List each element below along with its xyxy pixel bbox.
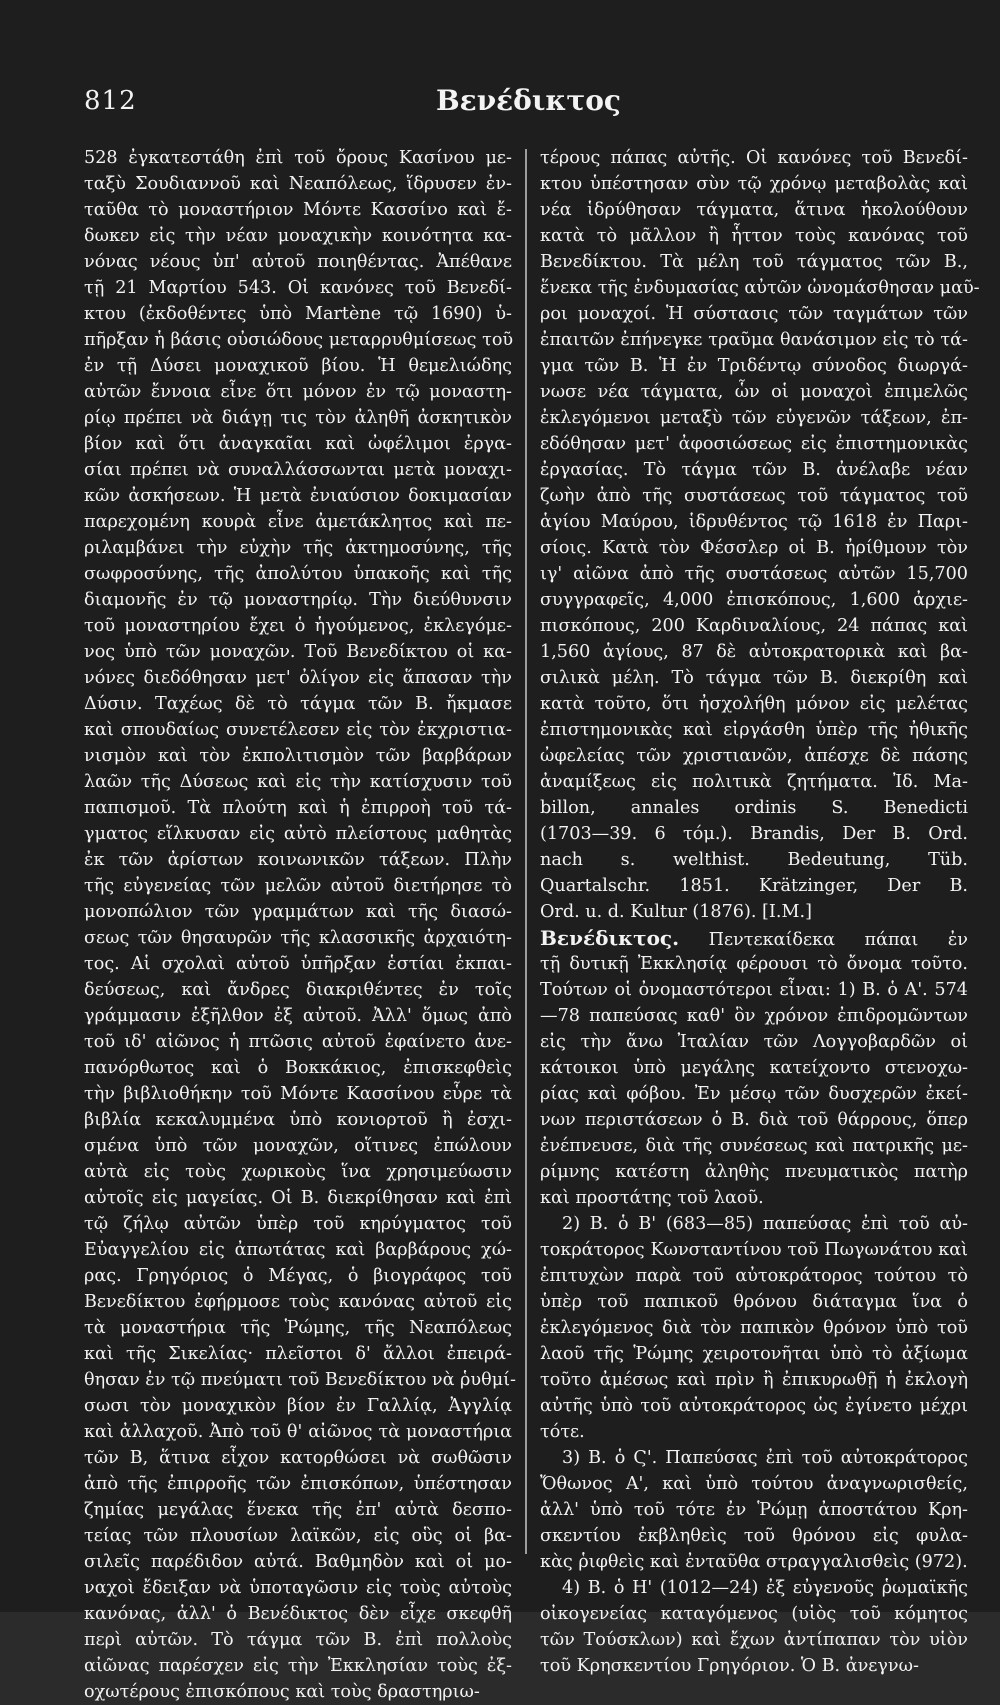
text-line: Εὐαγγελίου εἰς ἀπωτάτας καὶ βαρβάρους χώ- [84,1240,512,1260]
text-line: τοῦ ιδ' αἰῶνος ἡ πτῶσις αὐτοῦ ἐφαίνετο ἀνε- [84,1032,512,1052]
text-line: καὶ σπουδαίως συνετέλεσεν εἰς τὸν ἐκχριστια- [84,720,512,740]
text-line: τῶν Τούσκλων) καὶ ἔχων ἀντίπαπαν τὸν υἱὸν [540,1630,968,1650]
text-line: ρίμνης κατέστη ἀληθὴς πνευματικὸς πατὴρ [540,1162,968,1182]
text-line: νος ὑπὸ τῶν μοναχῶν. Τοῦ Βενεδίκτου οἱ κα- [84,642,512,662]
text-line: τοκράτορος Κωνσταντίνου τοῦ Πωγωνάτου καὶ [540,1240,968,1260]
text-line: ἐπιστημονικὰς καὶ εἰργάσθη ὑπὲρ τῆς ἠθικῆς [540,720,968,740]
text-line: γράμμασιν ἐξῆλθον ἐξ αὐτοῦ. Ἀλλ' ὅμως ἀπὸ [84,1006,512,1026]
text-line: αὐτοῖς εἰς μαγείας. Οἱ Β. διεκρίθησαν καὶ ἐπὶ [84,1188,512,1208]
text-line: τέρους πάπας αὐτῆς. Οἱ κανόνες τοῦ Βενεδί- [540,148,968,168]
text-line: σίοις. Κατὰ τὸν Φέσσλερ οἱ Β. ἠρίθμουν τὸν [540,538,968,558]
text-line: Ὄθωνος Α', καὶ ὑπὸ τούτου ἀναγνωρισθείς, [540,1474,968,1494]
text-line: γματος εἵλκυσαν εἰς αὐτὸ πλείστους μαθητὰς [84,824,512,844]
text-line: εδόθησαν μετ' ἀφοσιώσεως εἰς ἐπιστημονικὰς [540,434,968,454]
text-line: σιλικὰ μέλη. Τὸ τάγμα τῶν Β. διεκρίθη καὶ [540,668,968,688]
text-line: ἕνεκα τῆς ἐνδυμασίας αὐτῶν ὠνομάσθησαν μαῦ- [540,278,980,298]
text-line: κατὰ τὸ μᾶλλον ἢ ἧττον τοὺς κανόνας τοῦ [540,226,968,246]
text-line: Τούτων οἱ ὀνομαστότεροι εἶναι: 1) Β. ὁ Α'. 574 [540,980,968,1000]
text-line: ἀναμίξεως εἰς πολιτικὰ ζητήματα. Ἰδ. Ma- [540,772,968,792]
text-line: τοῦ μοναστηρίου ἔχει ὁ ἡγούμενος, ἐκλεγόμε- [84,616,512,636]
text-line: αἰῶνας παρέσχεν εἰς τὴν Ἐκκλησίαν τοὺς ἐξ- [84,1656,512,1676]
left-column [84,145,516,1702]
text-line: ταῦθα τὸ μοναστήριον Μόντε Κασσίνο καὶ ἔ- [84,200,512,220]
right-column [540,145,980,1676]
text-line: ἐπιτυχὼν παρὰ τοῦ αὐτοκράτορος τούτου τὸ [540,1266,968,1286]
text-line: λαοῦ τῆς Ῥώμης χειροτονῆται ὑπὸ τὸ ἀξίωμα [540,1344,968,1364]
text-line: τοῦτο ἀμέσως καὶ πρὶν ἢ ἐπικυρωθῇ ἡ ἐκλογὴ [540,1370,968,1390]
text-line: αὐτῶν ἔννοια εἶνε ὅτι μόνον ἐν τῷ μοναστη- [84,382,512,402]
text-line: ρίας καὶ φόβου. Ἐν μέσῳ τῶν δυσχερῶν ἐκεί- [540,1084,968,1104]
text-line: τὰ μοναστήρια τῆς Ῥώμης, τῆς Νεαπόλεως [84,1318,512,1338]
text-line: οχωτέρους ἐπισκόπους καὶ τοὺς δραστηριω- [84,1682,480,1702]
text-line: γμα τῶν Β. Ἡ ἐν Τριδέντῳ σύνοδος διωργά- [540,356,968,376]
text-line: ἁγίου Μαύρου, ἱδρυθέντος τῷ 1618 ἐν Παρι- [540,512,968,532]
text-line: νέα ἱδρύθησαν τάγματα, ἅτινα ἠκολούθουν [540,200,968,220]
text-line: ιγ' αἰῶνα ἀπὸ τῆς συστάσεως αὐτῶν 15,700 [540,564,968,584]
text-line: καὶ προστάτης τοῦ λαοῦ. [540,1188,764,1208]
text-line: καὶ ἀλλαχοῦ. Ἀπὸ τοῦ θ' αἰῶνος τὰ μοναστήρια [84,1422,512,1442]
text-line: τῷ ζήλῳ αὐτῶν ὑπὲρ τοῦ κηρύγματος τοῦ [84,1214,512,1234]
text-line: κὰς ῥιφθεὶς καὶ ἐνταῦθα στραγγαλισθεὶς (972). [540,1552,968,1572]
text-line: ναχοὶ ἔδειξαν νὰ ὑποταγῶσιν εἰς τοὺς αὐτοὺς [84,1578,512,1598]
column-divider [525,149,527,1554]
text-line: ταξὺ Σουδιαννοῦ καὶ Νεαπόλεως, ἵδρυσεν ἐν- [84,174,512,194]
text-line: ἀπὸ τῆς ἐπιρροῆς τῶν ἐπισκόπων, ὑπέστησαν [84,1474,512,1494]
text-line: ἐκλεγόμενοι μεταξὺ τῶν εὐγενῶν τάξεων, ἐπ- [540,408,968,428]
text-line: billon, annales ordinis S. Benedicti [540,798,968,818]
text-line: ἀλλ' ὑπὸ τοῦ τότε ἐν Ῥώμῃ ἀποστάτου Κρη- [540,1500,968,1520]
text-line: θησαν ἐν τῷ πνεύματι τοῦ Βενεδίκτου νὰ ῥυθμί- [84,1370,516,1390]
text-line: οἰκογενείας καταγόμενος (υἱὸς τοῦ κόμητος [540,1604,968,1624]
text-line: τῇ 21 Μαρτίου 543. Οἱ κανόνες τοῦ Βενεδί- [84,278,512,298]
text-line: λαῶν τῆς Δύσεως καὶ εἰς τὴν κατίσχυσιν τοῦ [84,772,512,792]
text-line: (1703—39. 6 τόμ.). Brandis, Der B. Ord. [540,824,968,844]
text-line: τείας τῶν πλουσίων λαϊκῶν, εἰς οὓς οἱ βα- [84,1526,512,1546]
text-line: νόνας νέους ὑπ' αὐτοῦ ποιηθέντας. Ἀπέθανε [84,252,512,272]
text-line: διαμονῆς ἐν τῷ μοναστηρίῳ. Τὴν διεύθυνσιν [84,590,512,610]
text-line: πῆρξαν ἡ βάσις οὐσιώδους μεταρρυθμίσεως τοῦ [84,330,514,350]
text-line: σκεντίου ἐκβληθεὶς τοῦ θρόνου εἰς φυλα- [540,1526,968,1546]
text-line: βιβλία κεκαλυμμένα ὑπὸ κονιορτοῦ ἢ ἐσχι- [84,1110,512,1130]
text-line: ὠφελείας τῶν χριστιανῶν, ἀπέσχε δὲ πάσης [540,746,968,766]
text-line: πανόρθωτος καὶ ὁ Βοκκάκιος, ἐπισκεφθεὶς [84,1058,512,1078]
text-line: κατὰ τοῦτο, ὅτι ἠσχολήθη μόνον εἰς μελέτας [540,694,968,714]
text-line: ζημίας μεγάλας ἕνεκα τῆς ἐπ' αὐτὰ δεσπο- [84,1500,512,1520]
text-line: τότε. [540,1422,585,1442]
text-line: 4) Β. ὁ Η' (1012—24) ἐξ εὐγενοῦς ῥωμαϊκῆς [562,1578,968,1598]
text-line: πισκόπους, 200 Καρδιναλίους, 24 πάπας καὶ [540,616,968,636]
text-line: παρεχομένη κουρὰ εἶνε ἀμετάκλητος καὶ πε- [84,512,512,532]
text-line: ροι μοναχοί. Ἡ σύστασις τῶν ταγμάτων τῶν [540,304,968,324]
text-line: σεως τῶν θησαυρῶν τῆς κλασσικῆς ἀρχαιότη- [84,928,512,948]
text-line: κάτοικοι ὑπὸ μεγάλης κατείχοντο στενοχω- [540,1058,968,1078]
text-line: τὴν βιβλιοθήκην τοῦ Μόντε Κασσίνου εὗρε τὰ [84,1084,512,1104]
text-line: Quartalschr. 1851. Krätzinger, Der B. [540,876,968,896]
text-line: καὶ τῆς Σικελίας· πλεῖστοι δ' ἄλλοι ἐπειρά- [84,1344,512,1364]
text-line: τοῦ Κρησκεντίου Γρηγόριον. Ὁ Β. ἀνεγνω- [540,1656,919,1676]
text-line: κανόνας, ἀλλ' ὁ Βενέδικτος δὲν εἶχε σκεφθῆ [84,1604,512,1624]
text-line: αὐτῆς ὑπὸ τοῦ αὐτοκράτορος ὡς ἐγίνετο μέχρι [540,1396,968,1416]
text-line: Ord. u. d. Kultur (1876). [I.M.] [540,902,812,922]
entry-heading: Βενέδικτος. [540,926,680,950]
text-line: ρίῳ πρέπει νὰ διάγῃ τις τὸν ἀληθῆ ἀσκητικὸν [84,408,512,428]
text-line: μονοπώλιον τῶν γραμμάτων καὶ τῆς διασώ- [84,902,512,922]
text-line: σωφροσύνης, τῆς ἀπολύτου ὑπακοῆς καὶ τῆς [84,564,512,584]
text-line: νισμὸν καὶ τὸν ἐκπολιτισμὸν τῶν βαρβάρων [84,746,512,766]
text-line: ζωὴν ἀπὸ τῆς συστάσεως τοῦ τάγματος τοῦ [540,486,968,506]
text-line: —78 παπεύσας καθ' ὃν χρόνον ἐπιδρομῶντων [540,1006,968,1026]
text-line: ἐν τῇ Δύσει μοναχικοῦ βίου. Ἡ θεμελιώδης [84,356,512,376]
text-line: 2) Β. ὁ Β' (683—85) παπεύσας ἐπὶ τοῦ αὐ- [562,1214,968,1234]
text-line: σιλεῖς παρέδιδον αὐτά. Βαθμηδὸν καὶ οἱ μο- [84,1552,512,1572]
text-line: ριλαμβάνει τὴν εὐχὴν τῆς ἀκτημοσύνης, τῆς [84,538,512,558]
text-line: εἰς τὴν ἄνω Ἰταλίαν τῶν Λογγοβαρδῶν οἱ [540,1032,968,1052]
text-line: σίαι πρέπει νὰ συναλλάσσωνται μετὰ μοναχι- [84,460,512,480]
text-line: δωκεν εἰς τὴν νέαν μοναχικὴν κοινότητα κα- [84,226,512,246]
text-columns [84,145,980,1702]
text-line: ἐπαιτῶν ἐπήνεγκε τραῦμα θανάσιμον εἰς τὸ τά- [540,330,968,350]
text-line: 1,560 ἁγίους, 87 δὲ αὐτοκρατορικὰ καὶ βα- [540,642,968,662]
text-line: ἐργασίας. Τὸ τάγμα τῶν Β. ἀνέλαβε νέαν [540,460,968,480]
page-header [84,86,960,126]
text-line: νωσε νέα τάγματα, ὧν οἱ μοναχοὶ ἐπιμελῶς [540,382,968,402]
text-line: τῆς εὐγενείας τῶν μελῶν αὐτοῦ διετήρησε τὸ [84,876,512,896]
text-line: τῶν Β, ἅτινα εἶχον κατορθώσει νὰ σωθῶσιν [84,1448,512,1468]
text-line: ἐνέπνευσε, διὰ τῆς συνέσεως καὶ πατρικῆς με- [540,1136,968,1156]
text-line: Βενεδίκτου ἐφήρμοσε τοὺς κανόνας αὐτοῦ εἰς [84,1292,512,1312]
text-line: δεύσεως, καὶ ἄνδρες διακριθέντες ἐν τοῖς [84,980,512,1000]
text-line: 3) Β. ὁ Ϛ'. Παπεύσας ἐπὶ τοῦ αὐτοκράτορος [562,1448,968,1468]
text-line: Δύσιν. Ταχέως δὲ τὸ τάγμα τῶν Β. ἤκμασε [84,694,512,714]
text-line: Βενεδίκτου. Τὰ μέλη τοῦ τάγματος τῶν Β., [540,252,968,272]
text-line: ἐκ τῶν ἀρίστων κοινωνικῶν τάξεων. Πλὴν [84,850,512,870]
text-line: κῶν ἀσκήσεων. Ἡ μετὰ ἐνιαύσιον δοκιμασίαν [84,486,512,506]
text-line: παπισμοῦ. Τὰ πλούτη καὶ ἡ ἐπιρροὴ τοῦ τά- [84,798,512,818]
text-line: νόνες διεδόθησαν μετ' ὀλίγον εἰς ἅπασαν τὴν [84,668,512,688]
text-line: nach s. welthist. Bedeutung, Tüb. [540,850,968,870]
page-number: 812 [84,86,137,116]
text-line: αὐτὰ εἰς τοὺς χωρικοὺς ἵνα χρησιμεύωσιν [84,1162,512,1182]
text-line: βίον καὶ ὅτι ἀναγκαῖαι καὶ ὠφέλιμοι ἐργα- [84,434,512,454]
text-line: κτου ὑπέστησαν σὺν τῷ χρόνῳ μεταβολὰς καὶ [540,174,968,194]
text-line: ἐκλεγόμενος διὰ τὸν παπικὸν θρόνον ὑπὸ τοῦ [540,1318,968,1338]
text-line: ὑπὲρ τοῦ παπικοῦ θρόνου διάταγμα ἵνα ὁ [540,1292,968,1312]
text-line: ρας. Γρηγόριος ὁ Μέγας, ὁ βιογράφος τοῦ [84,1266,512,1286]
running-head: Βενέδικτος [436,84,621,117]
text-line: τῇ δυτικῇ Ἐκκλησίᾳ φέρουσι τὸ ὄνομα τοῦτο. [540,954,968,974]
text-line: τος. Αἱ σχολαὶ αὐτοῦ ὑπῆρξαν ἑστίαι ἐκπαι- [84,954,512,974]
text-line: σωσι τὸν μοναχικὸν βίον ἐν Γαλλίᾳ, Ἀγγλίᾳ [84,1396,512,1416]
text-line: 528 ἐγκατεστάθη ἐπὶ τοῦ ὄρους Κασίνου με- [84,148,512,168]
text-line: νων περιστάσεων ὁ Β. διὰ τοῦ θάρρους, ὅπερ [540,1110,968,1130]
text-line: σμένα ὑπὸ τῶν μοναχῶν, οἵτινες ἐπώλουν [84,1136,512,1156]
text-line: περὶ αὐτῶν. Τὸ τάγμα τῶν Β. ἐπὶ πολλοὺς [84,1630,512,1650]
text-line: συγγραφεῖς, 4,000 ἐπισκόπους, 1,600 ἀρχιε- [540,590,968,610]
text-line: Βενέδικτος. Πεντεκαίδεκα πάπαι ἐν [540,926,968,950]
text-line: κτου (ἐκδοθέντες ὑπὸ Martène τῷ 1690) ὑ- [84,304,512,324]
